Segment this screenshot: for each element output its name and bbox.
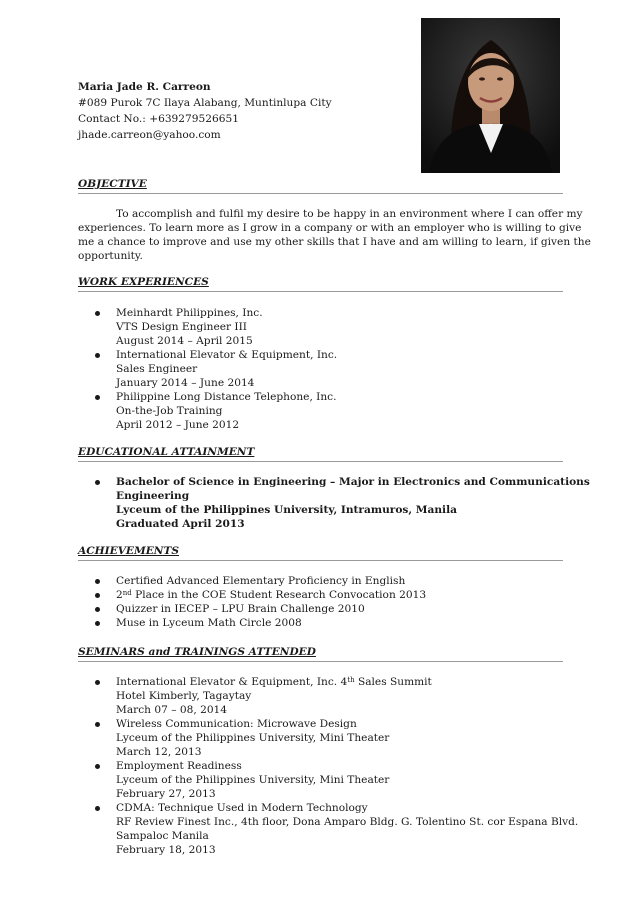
work-list	[78, 306, 563, 432]
seminar-item	[78, 675, 563, 717]
bullet-icon	[95, 579, 100, 584]
seminar-title: CDMA: Technique Used in Modern Technology	[116, 802, 368, 814]
seminar-date: March 12, 2013	[116, 746, 202, 758]
seminars-list	[78, 675, 579, 857]
period: April 2012 – June 2012	[116, 419, 240, 431]
work-item	[78, 306, 563, 348]
degree-continued: Engineering	[116, 490, 190, 502]
seminar-title: Employment Readiness	[116, 760, 242, 772]
achievement-text: 2nd Place in the COE Student Research Convocation 2013	[116, 589, 427, 601]
achievement-text: Certified Advanced Elementary Proficiency in English	[116, 575, 406, 587]
seminar-title: International Elevator & Equipment, Inc. 4th Sales Summit	[116, 676, 432, 688]
seminar-item	[78, 717, 563, 759]
seminar-venue: Lyceum of the Philippines University, Mini Theater	[116, 774, 390, 786]
bullet-icon	[95, 806, 100, 811]
bullet-icon	[95, 680, 100, 685]
objective-text	[78, 207, 591, 263]
applicant-name: Maria Jade R. Carreon	[78, 81, 211, 93]
objective-line: To accomplish and fulfil my desire to be happy in an environment where I can offer my	[116, 208, 583, 220]
achievement-text: Muse in Lyceum Math Circle 2008	[116, 617, 302, 629]
achievement-item	[78, 602, 563, 616]
bullet-icon	[95, 395, 100, 400]
work-item	[78, 390, 563, 432]
bullet-icon	[95, 311, 100, 316]
objective-line: me a chance to improve and use my other skills that I have and am willing to learn, if given the	[78, 236, 591, 248]
position: On-the-Job Training	[116, 405, 223, 417]
seminar-venue-continued: Sampaloc Manila	[116, 830, 209, 842]
bullet-icon	[95, 722, 100, 727]
seminar-date: February 18, 2013	[116, 844, 216, 856]
work-heading: WORK EXPERIENCES	[78, 275, 563, 292]
achievement-item	[78, 588, 563, 602]
graduation: Graduated April 2013	[116, 518, 245, 530]
achievements-list	[78, 574, 563, 630]
seminars-heading: SEMINARS and TRAININGS ATTENDED	[78, 645, 563, 662]
seminar-item	[78, 801, 579, 857]
achievement-text: Quizzer in IECEP – LPU Brain Challenge 2010	[116, 603, 365, 615]
address: #089 Purok 7C Ilaya Alabang, Muntinlupa City	[78, 97, 332, 109]
objective-heading: OBJECTIVE	[78, 177, 563, 194]
seminar-date: March 07 – 08, 2014	[116, 704, 228, 716]
school: Lyceum of the Philippines University, Intramuros, Manila	[116, 504, 457, 516]
bullet-icon	[95, 764, 100, 769]
achievement-item	[78, 574, 563, 588]
seminar-venue: Hotel Kimberly, Tagaytay	[116, 690, 252, 702]
seminar-title: Wireless Communication: Microwave Design	[116, 718, 357, 730]
company: Philippine Long Distance Telephone, Inc.	[116, 391, 337, 403]
bullet-icon	[95, 480, 100, 485]
work-item	[78, 348, 563, 390]
seminar-venue: RF Review Finest Inc., 4th floor, Dona Amparo Bldg. G. Tolentino St. cor Espana Blvd.	[116, 816, 579, 828]
position: VTS Design Engineer III	[116, 321, 247, 333]
achievement-item	[78, 616, 563, 630]
education-heading: EDUCATIONAL ATTAINMENT	[78, 445, 563, 462]
email: jhade.carreon@yahoo.com	[78, 129, 221, 141]
bullet-icon	[95, 607, 100, 612]
bullet-icon	[95, 353, 100, 358]
seminar-venue: Lyceum of the Philippines University, Mini Theater	[116, 732, 390, 744]
seminar-date: February 27, 2013	[116, 788, 216, 800]
education-item	[78, 475, 590, 531]
achievements-heading: ACHIEVEMENTS	[78, 544, 563, 561]
bullet-icon	[95, 621, 100, 626]
period: August 2014 – April 2015	[116, 335, 253, 347]
bullet-icon	[95, 593, 100, 598]
period: January 2014 – June 2014	[116, 377, 255, 389]
objective-line: opportunity.	[78, 250, 143, 262]
contact-number: Contact No.: +639279526651	[78, 113, 239, 125]
education-list	[78, 475, 590, 531]
profile-photo	[421, 18, 560, 173]
degree: Bachelor of Science in Engineering – Major in Electronics and Communications	[116, 476, 590, 488]
position: Sales Engineer	[116, 363, 198, 375]
contact-block	[78, 79, 332, 143]
company: Meinhardt Philippines, Inc.	[116, 307, 263, 319]
objective-line: experiences. To learn more as I grow in a company or with an employer who is willing to give	[78, 222, 582, 234]
company: International Elevator & Equipment, Inc.	[116, 349, 338, 361]
seminar-item	[78, 759, 563, 801]
